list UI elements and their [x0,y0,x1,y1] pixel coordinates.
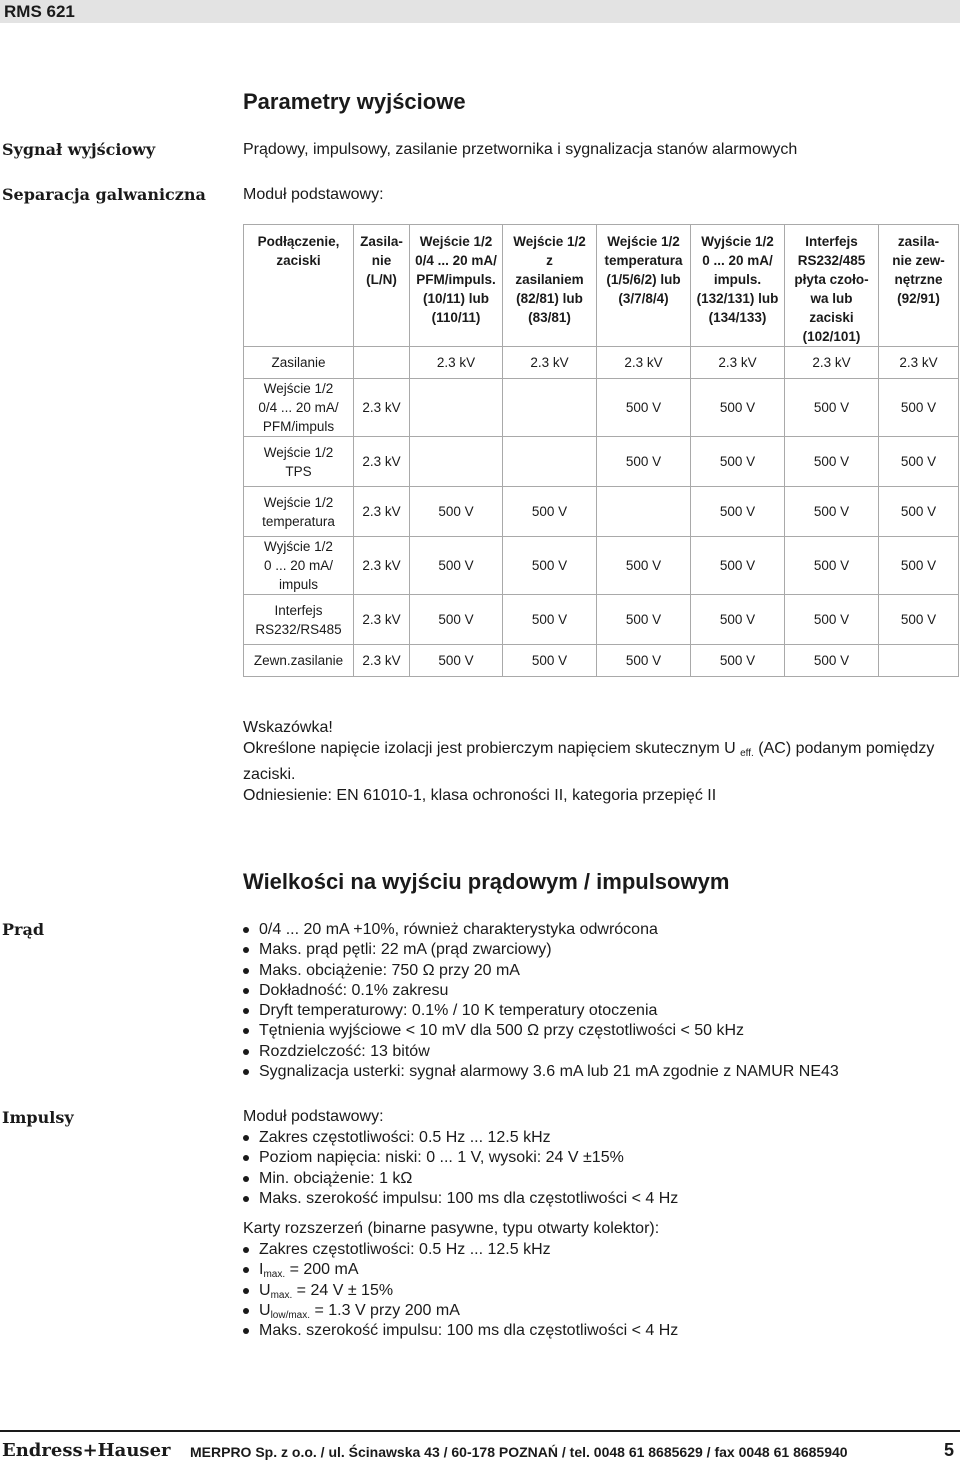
table-cell: 500 V [785,379,879,437]
note-box [243,717,958,806]
table-cell: 2.3 kV [691,347,785,379]
table-cell: 500 V [785,595,879,645]
table-header-cell: Wejście 1/2 z zasilaniem (82/81) lub (83/81) [503,225,597,347]
table-row [244,437,959,487]
table-row [244,347,959,379]
table-cell: 2.3 kV [354,645,410,677]
table-row [244,537,959,595]
table-header-cell: Interfejs RS232/485 płyta czoło- wa lub zaciski (102/101) [785,225,879,347]
list-item: Zakres częstotliwości: 0.5 Hz ... 12.5 kHz [243,1240,678,1260]
table-cell: 500 V [597,595,691,645]
table-cell: 500 V [597,645,691,677]
list-item: $U_{max.} = 24$ V ± 15% [243,1281,678,1301]
table-cell: 500 V [691,595,785,645]
footer-divider [0,1430,960,1432]
table-cell: 2.3 kV [354,437,410,487]
table-cell: 500 V [879,487,959,537]
row-label: Wyjście 1/2 0 ... 20 mA/ impuls [244,537,354,595]
list-item: Maks. prąd pętli: 22 mA (prąd zwarciowy) [243,940,839,960]
table-cell [410,437,503,487]
table-header-cell: Wyjście 1/2 0 ... 20 mA/ impuls. (132/131) lub (134/133) [691,225,785,347]
table-cell: 500 V [597,379,691,437]
list-item: Tętnienia wyjściowe < 10 mV dla 500 Ω przy częstotliwości < 50 kHz [243,1021,839,1041]
list-item: $U_{low/max.} = 1.3$ V przy 200 mA [243,1301,678,1321]
list-item: $I_{max.} = 200$ mA [243,1260,678,1280]
table-header-cell: Zasila- nie (L/N) [354,225,410,347]
table-cell: 500 V [691,487,785,537]
model-name: RMS 621 [4,2,75,21]
table-cell: 500 V [597,537,691,595]
table-cell: 500 V [691,537,785,595]
list-item: Poziom napięcia: niski: 0 ... 1 V, wysoki: 24 V ±15% [243,1148,678,1168]
isolation-table [243,224,959,677]
note-line-2: Odniesienie: EN 61010-1, klasa ochroności II, kategoria przepięć II [243,787,717,804]
footer-address: MERPRO Sp. z o.o. / ul. Ścinawska 43 / 60-178 POZNAŃ / tel. 0048 61 8685629 / fax 0048 61 8685940 [190,1444,848,1460]
table-row [244,487,959,537]
table-cell: 500 V [691,379,785,437]
signal-value: Prądowy, impulsowy, zasilanie przetwornika i sygnalizacja stanów alarmowych [243,141,798,158]
table-cell: 500 V [410,487,503,537]
note-title: Wskazówka! [243,719,333,736]
table-header-cell: Wejście 1/2 temperatura (1/5/6/2) lub (3/7/8/4) [597,225,691,347]
pulse-ext-title: Karty rozszerzeń (binarne pasywne, typu otwarty kolektor): [243,1220,660,1237]
table-cell: 2.3 kV [503,347,597,379]
table-header-cell: Podłączenie, zaciski [244,225,354,347]
pulse-basic-list [243,1128,678,1209]
table-cell: 500 V [785,487,879,537]
table-cell [597,487,691,537]
pulse-basic-title: Moduł podstawowy: [243,1108,384,1125]
table-row [244,595,959,645]
table-cell: 500 V [691,437,785,487]
table-cell: 500 V [503,537,597,595]
table-cell: 2.3 kV [354,595,410,645]
list-item: Min. obciążenie: 1 kΩ [243,1169,678,1189]
table-cell [503,379,597,437]
table-cell: 2.3 kV [354,537,410,595]
page-header [0,0,960,23]
table-cell: 2.3 kV [785,347,879,379]
pulse-label: Impulsy [2,1108,74,1127]
page-number: 5 [944,1440,955,1460]
list-item: Dryft temperaturowy: 0.1% / 10 K temperatury otoczenia [243,1001,839,1021]
row-label: Wejście 1/2 temperatura [244,487,354,537]
list-item: Rozdzielczość: 13 bitów [243,1042,839,1062]
table-row [244,645,959,677]
table-cell: 2.3 kV [597,347,691,379]
list-item: Maks. szerokość impulsu: 100 ms dla częstotliwości < 4 Hz [243,1189,678,1209]
current-label: Prąd [2,920,45,939]
list-item: Zakres częstotliwości: 0.5 Hz ... 12.5 kHz [243,1128,678,1148]
list-item: Dokładność: 0.1% zakresu [243,981,839,1001]
section-title-output-values: Wielkości na wyjściu prądowym / impulsowym [243,869,730,894]
section-title-output-params: Parametry wyjściowe [243,89,466,114]
table-cell: 2.3 kV [354,379,410,437]
table-cell: 2.3 kV [410,347,503,379]
table-cell: 500 V [503,645,597,677]
table-cell: 500 V [597,437,691,487]
pulse-ext-list [243,1240,678,1341]
table-cell: 500 V [879,437,959,487]
table-cell: 500 V [879,379,959,437]
row-label: Wejście 1/2 0/4 ... 20 mA/ PFM/impuls [244,379,354,437]
current-list [243,920,839,1082]
table-cell: 500 V [879,537,959,595]
table-cell [503,437,597,487]
table-cell: 2.3 kV [879,347,959,379]
table-cell [410,379,503,437]
table-cell [354,347,410,379]
galv-label: Separacja galwaniczna [2,185,206,204]
table-cell: 500 V [410,645,503,677]
table-cell: 500 V [785,537,879,595]
list-item: Maks. szerokość impulsu: 100 ms dla częstotliwości < 4 Hz [243,1321,678,1341]
table-row [244,379,959,437]
list-item: Maks. obciążenie: 750 Ω przy 20 mA [243,961,839,981]
table-cell: 500 V [503,487,597,537]
table-cell: 500 V [879,595,959,645]
list-item: Sygnalizacja usterki: sygnał alarmowy 3.6 mA lub 21 mA zgodnie z NAMUR NE43 [243,1062,839,1082]
table-cell: 500 V [785,645,879,677]
brand-logo: Endress+Hauser [2,1440,171,1461]
table-header-cell: zasila- nie zew- nętrzne (92/91) [879,225,959,347]
table-cell [879,645,959,677]
signal-label: Sygnał wyjściowy [2,140,156,159]
table-header-cell: Wejście 1/2 0/4 ... 20 mA/ PFM/impuls. (10/11) lub (110/11) [410,225,503,347]
row-label: Zasilanie [244,347,354,379]
list-item: 0/4 ... 20 mA +10%, również charakterystyka odwrócona [243,920,839,940]
note-line-1: Określone napięcie izolacji jest probierczym napięciem skutecznym U $_{eff.}$ (AC) podanym pomiędzy zaciski. [243,740,935,783]
galv-value: Moduł podstawowy: [243,186,384,203]
table-cell: 500 V [410,595,503,645]
row-label: Zewn.zasilanie [244,645,354,677]
table-cell: 2.3 kV [354,487,410,537]
table-cell: 500 V [410,537,503,595]
table-cell: 500 V [785,437,879,487]
row-label: Interfejs RS232/RS485 [244,595,354,645]
table-cell: 500 V [691,645,785,677]
table-cell: 500 V [503,595,597,645]
row-label: Wejście 1/2 TPS [244,437,354,487]
